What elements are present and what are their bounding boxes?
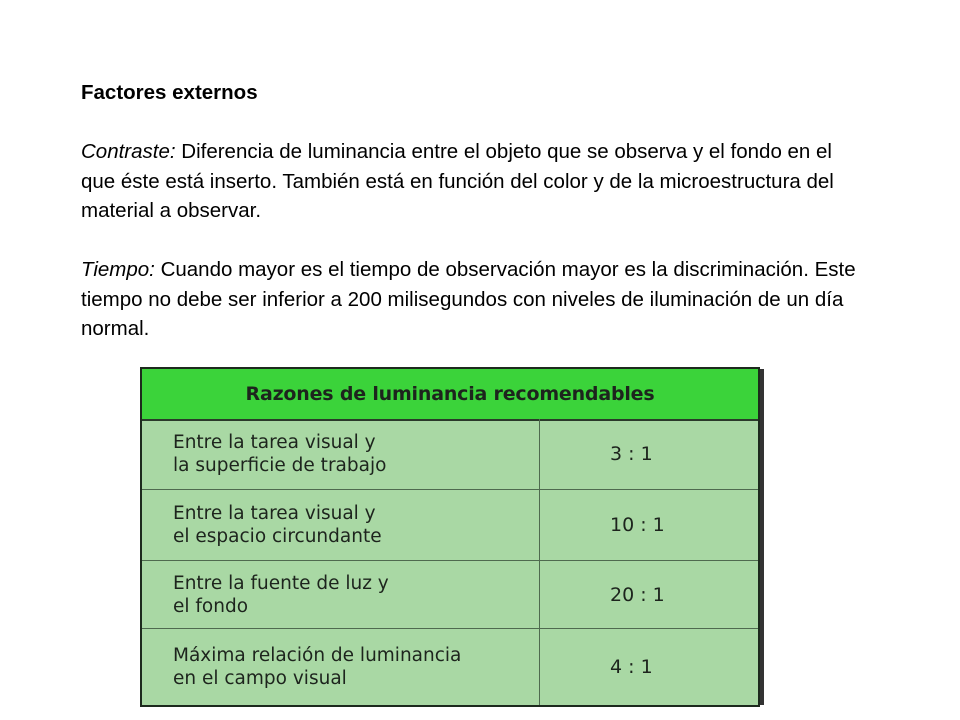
row-label: Entre la fuente de luz y el fondo [142,561,540,628]
table-title: Razones de luminancia recomendables [142,369,758,421]
table-row [142,629,758,705]
luminance-table [140,367,760,707]
table-row [142,561,758,629]
table-edge-shadow [760,369,764,705]
row-value: 4 : 1 [610,656,653,678]
row-value: 20 : 1 [610,583,665,606]
row-label: Entre la tarea visual y el espacio circundante [142,490,540,560]
row-value: 10 : 1 [610,514,665,536]
definition-tiempo: Cuando mayor es el tiempo de observación mayor es la discriminación. Este tiempo no debe ser inferior a 200 milisegundos con niveles de iluminación de un día normal. [81,258,856,340]
term-tiempo: Tiempo: [81,258,155,281]
row-label: Máxima relación de luminancia en el campo visual [142,629,540,705]
table-row [142,490,758,561]
row-value: 3 : 1 [610,443,653,465]
term-contraste: Contraste: [81,140,176,163]
row-label: Entre la tarea visual y la superficie de trabajo [142,419,540,489]
definition-contraste: Diferencia de luminancia entre el objeto que se observa y el fondo en el que éste está inserto. También está en función del color y de la microestructura del material a observar. [81,140,834,222]
paragraph-tiempo [81,255,871,344]
table-row [142,419,758,490]
text-block [81,78,871,344]
section-heading: Factores externos [81,81,258,104]
paragraph-contraste [81,137,871,226]
